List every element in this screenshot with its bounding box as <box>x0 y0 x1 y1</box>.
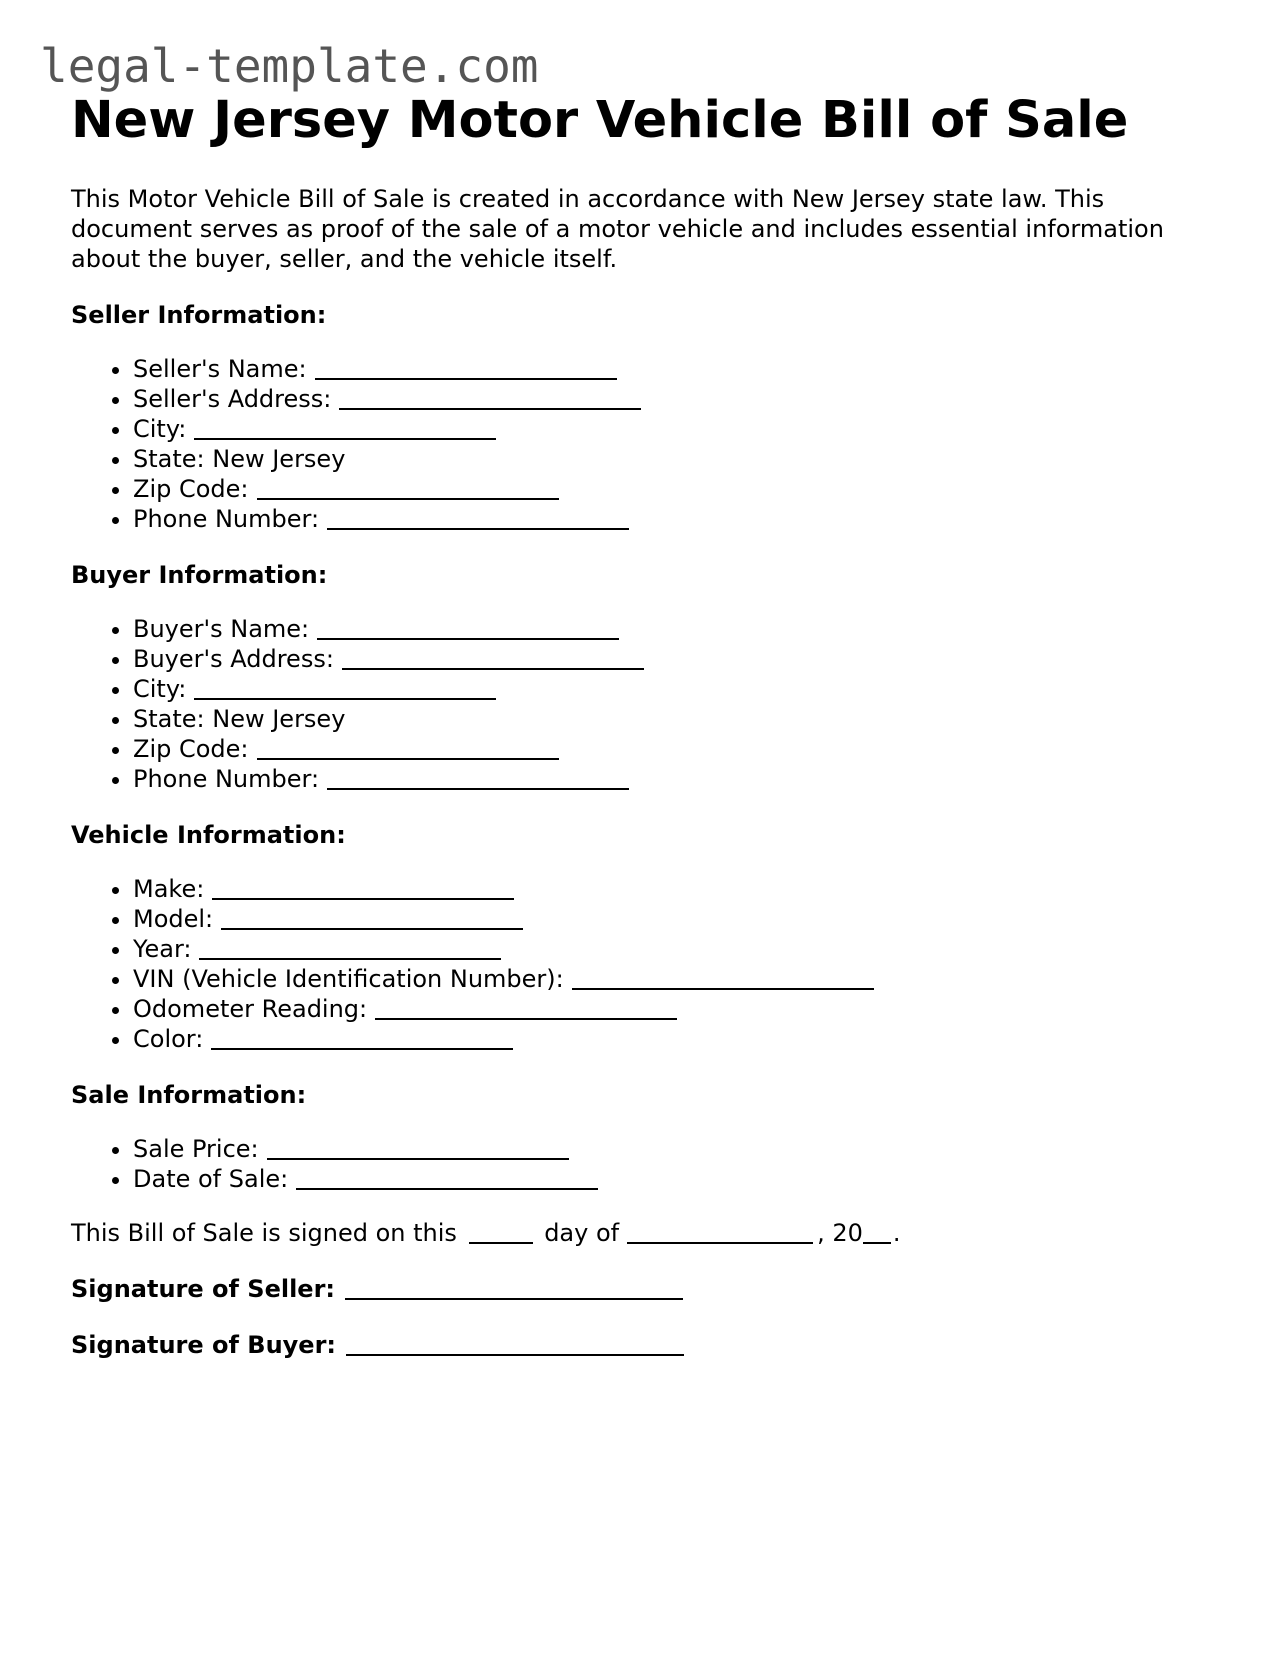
buyer-signature-label: Signature of Buyer: <box>71 1331 337 1359</box>
buyer-name-label: Buyer's Name: <box>133 615 310 643</box>
seller-zip-field <box>133 474 1221 504</box>
sale-date-label: Date of Sale: <box>133 1165 289 1193</box>
buyer-state-field <box>133 704 1221 734</box>
buyer-state-text: State: New Jersey <box>133 705 346 733</box>
buyer-zip-field <box>133 734 1221 764</box>
buyer-address-field <box>133 644 1221 674</box>
seller-phone-blank[interactable] <box>327 504 629 530</box>
seller-signature-label: Signature of Seller: <box>71 1275 336 1303</box>
seller-name-label: Seller's Name: <box>133 355 307 383</box>
vehicle-make-label: Make: <box>133 875 205 903</box>
vehicle-vin-label: VIN (Vehicle Identification Number): <box>133 965 564 993</box>
vehicle-model-blank[interactable] <box>221 904 523 930</box>
signing-year-prefix: , 20 <box>817 1219 863 1247</box>
buyer-phone-blank[interactable] <box>327 764 629 790</box>
buyer-name-blank[interactable] <box>317 614 619 640</box>
watermark: legal-template.com <box>40 39 539 93</box>
seller-city-blank[interactable] <box>194 414 496 440</box>
seller-city-label: City: <box>133 415 187 443</box>
buyer-address-blank[interactable] <box>342 644 644 670</box>
sale-price-label: Sale Price: <box>133 1135 259 1163</box>
seller-phone-label: Phone Number: <box>133 505 320 533</box>
sale-date-blank[interactable] <box>296 1164 598 1190</box>
seller-section-heading: Seller Information: <box>71 301 327 329</box>
buyer-section-heading: Buyer Information: <box>71 561 328 589</box>
sale-section-heading: Sale Information: <box>71 1081 307 1109</box>
seller-name-field <box>133 354 1221 384</box>
buyer-signature-line <box>71 1330 1221 1360</box>
seller-address-blank[interactable] <box>339 384 641 410</box>
vehicle-color-field <box>133 1024 1221 1054</box>
seller-signature-line <box>71 1274 1221 1304</box>
signing-date-line <box>71 1218 1221 1248</box>
seller-address-field <box>133 384 1221 414</box>
seller-state-text: State: New Jersey <box>133 445 346 473</box>
vehicle-odometer-blank[interactable] <box>375 994 677 1020</box>
seller-zip-blank[interactable] <box>257 474 559 500</box>
vehicle-year-label: Year: <box>133 935 192 963</box>
seller-address-label: Seller's Address: <box>133 385 332 413</box>
seller-signature-blank[interactable] <box>345 1274 683 1300</box>
vehicle-vin-field <box>133 964 1221 994</box>
buyer-signature-blank[interactable] <box>346 1330 684 1356</box>
buyer-zip-blank[interactable] <box>257 734 559 760</box>
seller-name-blank[interactable] <box>315 354 617 380</box>
vehicle-model-label: Model: <box>133 905 214 933</box>
buyer-fields-list <box>71 614 1221 794</box>
buyer-city-label: City: <box>133 675 187 703</box>
buyer-zip-label: Zip Code: <box>133 735 249 763</box>
vehicle-fields-list <box>71 874 1221 1054</box>
buyer-phone-field <box>133 764 1221 794</box>
intro-paragraph: This Motor Vehicle Bill of Sale is created in accordance with New Jersey state law. This document serves as proof of the sale of a motor vehicle and includes essential information about the buyer, seller, and the vehicle itself. <box>71 185 1164 273</box>
buyer-city-field <box>133 674 1221 704</box>
document-body <box>71 88 1221 1360</box>
seller-city-field <box>133 414 1221 444</box>
seller-state-field <box>133 444 1221 474</box>
buyer-address-label: Buyer's Address: <box>133 645 334 673</box>
vehicle-model-field <box>133 904 1221 934</box>
signing-day-of: day of <box>544 1219 620 1247</box>
buyer-phone-label: Phone Number: <box>133 765 320 793</box>
signing-prefix: This Bill of Sale is signed on this <box>71 1219 457 1247</box>
vehicle-section-heading: Vehicle Information: <box>71 821 346 849</box>
vehicle-make-field <box>133 874 1221 904</box>
signing-year-blank[interactable] <box>863 1218 891 1244</box>
document-title: New Jersey Motor Vehicle Bill of Sale <box>71 91 1129 150</box>
seller-fields-list <box>71 354 1221 534</box>
vehicle-odometer-label: Odometer Reading: <box>133 995 368 1023</box>
vehicle-year-blank[interactable] <box>199 934 501 960</box>
vehicle-year-field <box>133 934 1221 964</box>
sale-fields-list <box>71 1134 1221 1194</box>
vehicle-color-label: Color: <box>133 1025 204 1053</box>
vehicle-make-blank[interactable] <box>212 874 514 900</box>
buyer-name-field <box>133 614 1221 644</box>
vehicle-vin-blank[interactable] <box>572 964 874 990</box>
buyer-city-blank[interactable] <box>194 674 496 700</box>
sale-date-field <box>133 1164 1221 1194</box>
signing-period: . <box>892 1219 901 1247</box>
vehicle-odometer-field <box>133 994 1221 1024</box>
seller-phone-field <box>133 504 1221 534</box>
vehicle-color-blank[interactable] <box>211 1024 513 1050</box>
sale-price-field <box>133 1134 1221 1164</box>
signing-month-blank[interactable] <box>627 1218 813 1244</box>
seller-zip-label: Zip Code: <box>133 475 249 503</box>
sale-price-blank[interactable] <box>267 1134 569 1160</box>
signing-day-blank[interactable] <box>469 1218 533 1244</box>
